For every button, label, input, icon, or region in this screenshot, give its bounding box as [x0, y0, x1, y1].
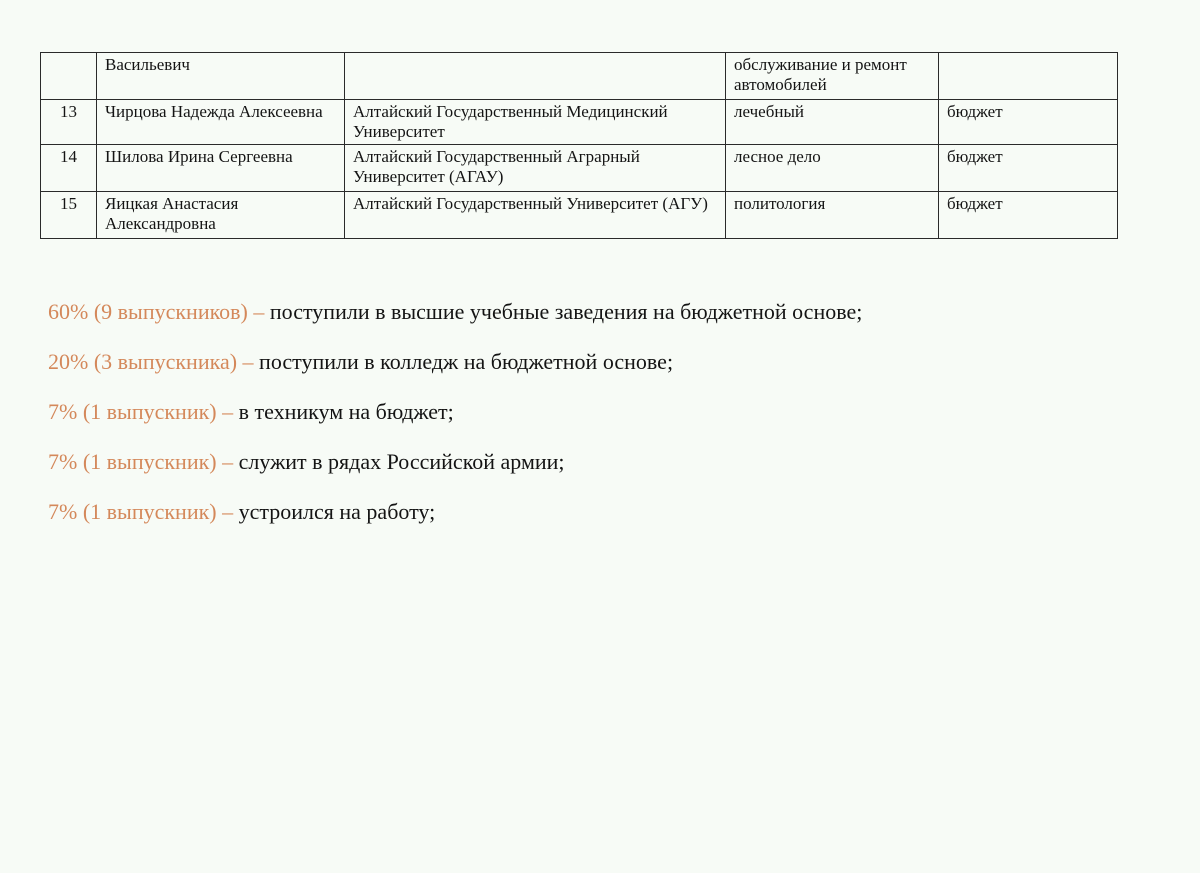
summary-line — [48, 496, 1168, 546]
graduates-summary — [48, 296, 1168, 546]
graduates-table — [40, 52, 1118, 239]
summary-text: поступили в колледж на бюджетной основе; — [253, 349, 674, 374]
university-name: Алтайский Государственный Университет (АГУ) — [345, 192, 726, 239]
university-name — [345, 53, 726, 100]
funding-basis — [939, 53, 1118, 100]
specialty: лесное дело — [726, 145, 939, 192]
row-number — [41, 53, 97, 100]
summary-text: в техникум на бюджет; — [233, 399, 454, 424]
specialty: обслуживание и ремонт автомобилей — [726, 53, 939, 100]
row-number: 13 — [41, 100, 97, 145]
table-row — [41, 53, 1118, 100]
university-name: Алтайский Государственный Аграрный Университет (АГАУ) — [345, 145, 726, 192]
specialty: лечебный — [726, 100, 939, 145]
table-row — [41, 145, 1118, 192]
table-row — [41, 192, 1118, 239]
funding-basis: бюджет — [939, 100, 1118, 145]
summary-text: устроился на работу; — [233, 499, 436, 524]
summary-percent: 7% (1 выпускник) – — [48, 399, 234, 424]
university-name: Алтайский Государственный Медицинский Университет — [345, 100, 726, 145]
summary-text: поступили в высшие учебные заведения на бюджетной основе; — [264, 299, 863, 324]
row-number: 14 — [41, 145, 97, 192]
summary-percent: 7% (1 выпускник) – — [48, 449, 234, 474]
specialty: политология — [726, 192, 939, 239]
funding-basis: бюджет — [939, 192, 1118, 239]
funding-basis: бюджет — [939, 145, 1118, 192]
summary-line — [48, 346, 1168, 396]
summary-percent: 20% (3 выпускника) – — [48, 349, 254, 374]
graduate-name: Шилова Ирина Сергеевна — [97, 145, 345, 192]
summary-percent: 7% (1 выпускник) – — [48, 499, 234, 524]
summary-line — [48, 396, 1168, 446]
summary-percent: 60% (9 выпускников) – — [48, 299, 265, 324]
summary-text: служит в рядах Российской армии; — [233, 449, 565, 474]
row-number: 15 — [41, 192, 97, 239]
summary-line — [48, 296, 1168, 346]
table-row — [41, 100, 1118, 145]
graduate-name: Васильевич — [97, 53, 345, 100]
summary-line — [48, 446, 1168, 496]
graduate-name: Яицкая Анастасия Александровна — [97, 192, 345, 239]
graduate-name: Чирцова Надежда Алексеевна — [97, 100, 345, 145]
